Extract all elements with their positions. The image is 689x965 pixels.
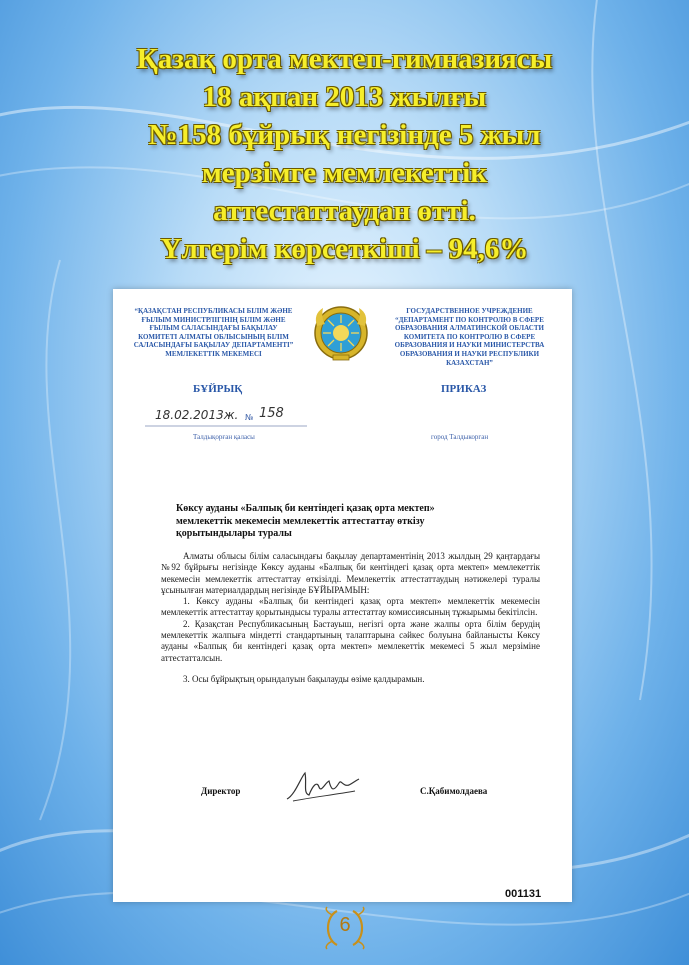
headline-line: мерзімге мемлекеттік	[201, 157, 488, 189]
doctype-kazakh: БҰЙРЫҚ	[193, 383, 243, 395]
number-prefix: №	[245, 413, 254, 422]
headline-line: Үлгерім көрсеткіші – 94,6%	[160, 233, 529, 265]
order-paragraph: 3. Осы бұйрықтың орындалуын бақылауды өзіме қалдырамын.	[183, 673, 425, 684]
date-number-line	[145, 404, 307, 430]
city-kazakh: Талдықорған қаласы	[193, 433, 255, 441]
page-number: 6	[339, 914, 351, 936]
order-paragraph: Алматы облысы білім саласындағы бақылау департаментінің 2013 жылдың 29 қаңтардағы №92 бұйрығы негізінде Көксу ауданы «Балпық би кентіндегі қазақ орта мектеп» мемлекеттік мекемесін мемлекеттік аттестаттау өткізілді. Мемлекеттік аттестаттаудың нәтижелері туралы ұсынылған материалдардың негізінде БҰЙЫРАМЫН:	[161, 551, 540, 595]
order-paragraph: 2. Қазақстан Республикасының Бастауыш, негізгі орта және жалпы орта білім берудің мемлекеттік жалпыға міндетті стандартының талаптарына сәйкес болуына байланысты Көксу ауданы «Балпық би кентіндегі қазақ орта мектеп» мемлекеттік мекемесі 5 жыл мерзіміне аттестатталсын.	[161, 618, 540, 663]
headline-line: Қазақ орта мектеп-гимназиясы	[136, 43, 553, 75]
signature	[283, 765, 363, 807]
order-document	[113, 289, 572, 902]
doctype-russian: ПРИКАЗ	[441, 383, 487, 395]
city-russian: город Талдыкорган	[431, 433, 489, 441]
headline-line: аттестаттаудан өтті.	[213, 195, 476, 227]
signer-name: С.Қабимолдаева	[420, 786, 488, 796]
order-body	[161, 551, 540, 685]
headline	[20, 40, 669, 268]
order-paragraph: 1. Көксу ауданы «Балпық би кентіндегі қазақ орта мектеп» мемлекеттік мекемесін мемлекеттік аттестаттау қорытындысы туралы аттестаттау комиссиясының тұжырымы бекітілсін.	[161, 596, 540, 618]
state-emblem-icon	[311, 304, 371, 362]
handwritten-number: 158	[259, 406, 284, 421]
headline-line: 18 ақпан 2013 жылғы	[202, 81, 487, 113]
headline-line: №158 бұйрық негізінде 5 жыл	[148, 119, 541, 151]
handwritten-date: 18.02.2013ж.	[155, 408, 239, 422]
org-name-kazakh: “ҚАЗАҚСТАН РЕСПУБЛИКАСЫ БІЛІМ ЖӘНЕ ҒЫЛЫМ МИНИСТРЛІГІНІҢ БІЛІМ ЖӘНЕ ҒЫЛЫМ САЛАСЫНДАҒЫ БАҚЫЛАУ КОМИТЕТІ АЛМАТЫ ОБЛЫСЫНЫҢ БІЛІМ САЛАСЫНДАҒЫ БАҚЫЛАУ ДЕПАРТАМЕНТІ” МЕМЛЕКЕТТІК МЕКЕМЕСІ	[133, 307, 294, 358]
order-subject: Көксу ауданы «Балпық би кентіндегі қазақ орта мектеп» мемлекеттік мекемесін мемлекеттік аттестаттау өткізу қорытындылары туралы	[176, 503, 435, 539]
serial-number: 001131	[505, 888, 542, 900]
director-label: Директор	[201, 786, 241, 796]
org-name-russian: ГОСУДАРСТВЕННОЕ УЧРЕЖДЕНИЕ “ДЕПАРТАМЕНТ ПО КОНТРОЛЮ В СФЕРЕ ОБРАЗОВАНИЯ АЛМАТИНСКОЙ ОБЛАСТИ КОМИТЕТА ПО КОНТРОЛЮ В СФЕРЕ ОБРАЗОВАНИЯ И НАУКИ МИНИСТЕРСТВА ОБРАЗОВАНИЯ И НАУКИ РЕСПУБЛИКИ КАЗАХСТАН”	[394, 307, 545, 367]
